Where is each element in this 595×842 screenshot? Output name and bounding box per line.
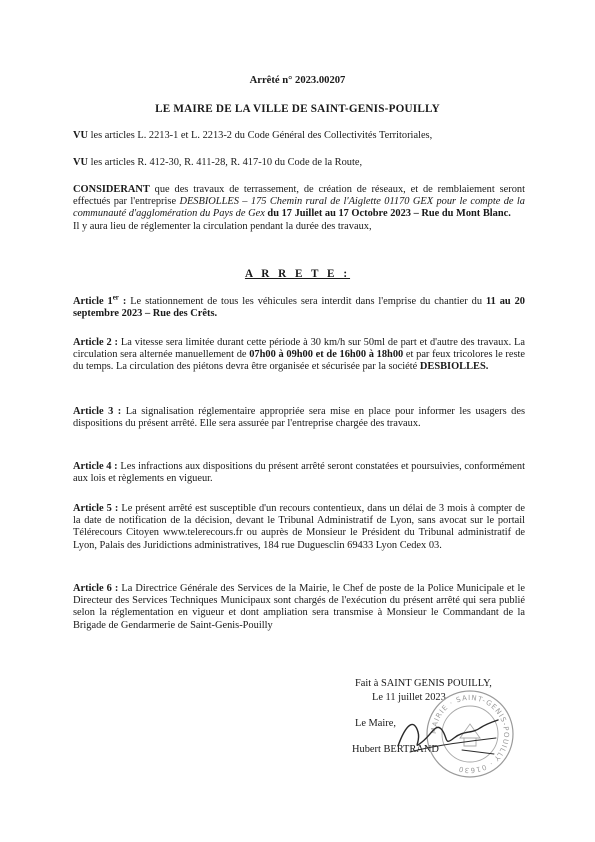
stamp-text: MAIRIE · SAINT-GENIS-POUILLY · 01630 (429, 693, 511, 775)
article-company: DESBIOLLES. (419, 361, 489, 373)
article-dates: 11 au 20 septembre 2023 – Rue des Crêts. (73, 296, 526, 320)
article-text: La signalisation réglementaire appropriée sera mise en place pour informer les usagers des dispositions du présent arrêté. Elle sera assurée par l'entreprise chargée des travaux. (73, 406, 525, 430)
article-hours: 07h00 à 09h00 et de 16h00 à 18h00 (249, 349, 404, 361)
works-dates: 17 Juillet au 17 Octobre 2023 – Rue du Mont Blanc. (281, 208, 511, 220)
article-text: La Directrice Générale des Services de la Mairie, le Chef de poste de la Police Municipale et le Directeur des Services Techniques Municipaux sont chargés de l'exécution du présent arrêté qui sera publié selon la réglementation en vigueur et dont ampliation sera transmise à Monsieur le Commandant de la Brigade de Gendarmerie de Saint-Genis-Pouilly (73, 583, 525, 631)
article-label: Article 3 : (73, 406, 122, 417)
signature-role: Le Maire, (355, 718, 396, 729)
article-1 (73, 293, 526, 320)
vu-line-2 (73, 157, 525, 169)
article-label: Article 1er : (73, 293, 127, 307)
considerant-text: que des travaux de terrassement, de création de réseaux, et de remblaiement seront effectués par l'entreprise (73, 184, 525, 208)
article-6 (73, 583, 525, 632)
arrete-number: Arrêté n° 2023.00207 (249, 75, 346, 86)
company-details: DESBIOLLES – 175 Chemin rural de l'Aiglette 01170 GEX pour le compte de la communauté d'agglomération du Pays de Gex (73, 196, 525, 220)
article-2 (73, 337, 525, 374)
vu-lead: VU (73, 157, 89, 168)
signature-place: Fait à SAINT GENIS POUILLY, (355, 678, 492, 689)
article-5 (73, 503, 525, 552)
vu-lead: VU (73, 130, 89, 141)
vu-text: les articles R. 412-30, R. 411-28, R. 417-10 du Code de la Route, (88, 157, 363, 168)
considerant-du: du (264, 208, 282, 220)
decision-title: A R R E T E : (244, 268, 351, 280)
handwritten-signature-icon (392, 712, 502, 758)
reglement-line: Il y aura lieu de réglementer la circulation pendant la durée des travaux, (73, 220, 372, 232)
article-text: La vitesse sera limitée durant cette période à 30 km/h sur 50ml de part et d'autre des travaux. La circulation sera alternée manuellement de (73, 337, 525, 361)
vu-line-1 (73, 130, 525, 142)
article-label: Article 2 : (73, 337, 118, 348)
article-text: Les infractions aux dispositions du présent arrêté seront constatées et poursuivies, conformément aux lois et règlements en vigueur. (73, 461, 525, 485)
article-label: Article 6 : (73, 583, 119, 594)
article-label: Article 5 : (73, 503, 119, 514)
article-text: et par feux tricolores le reste du temps. La circulation des piétons devra être organisée et sécurisée par la société (73, 349, 526, 373)
considerant-paragraph (73, 184, 525, 233)
article-text: Le stationnement de tous les véhicules sera interdit dans l'emprise du chantier du (126, 296, 486, 307)
article-text: Le présent arrêté est susceptible d'un recours contentieux, dans un délai de 3 mois à compter de la date de notification de la décision, devant le Tribunal Administratif de Lyon, sans avocat sur le portail Télérecours Citoyen www.telerecours.fr ou auprès de Monsieur le Président du Tribunal administratif de Lyon, Palais des Juridictions administratives, 184 rue Duguesclin 69433 Lyon Cedex 03. (73, 503, 525, 551)
vu-text: les articles L. 2213-1 et L. 2213-2 du Code Général des Collectivités Territoriales, (88, 130, 433, 141)
signature-date: Le 11 juillet 2023 (372, 692, 446, 703)
article-4 (73, 461, 525, 485)
authority-title: LE MAIRE DE LA VILLE DE SAINT-GENIS-POUILLY (155, 103, 440, 115)
signature-name: Hubert BERTRAND (352, 744, 439, 755)
considerant-lead: CONSIDERANT (73, 184, 150, 195)
article-3 (73, 406, 525, 430)
article-label: Article 4 : (73, 461, 118, 472)
